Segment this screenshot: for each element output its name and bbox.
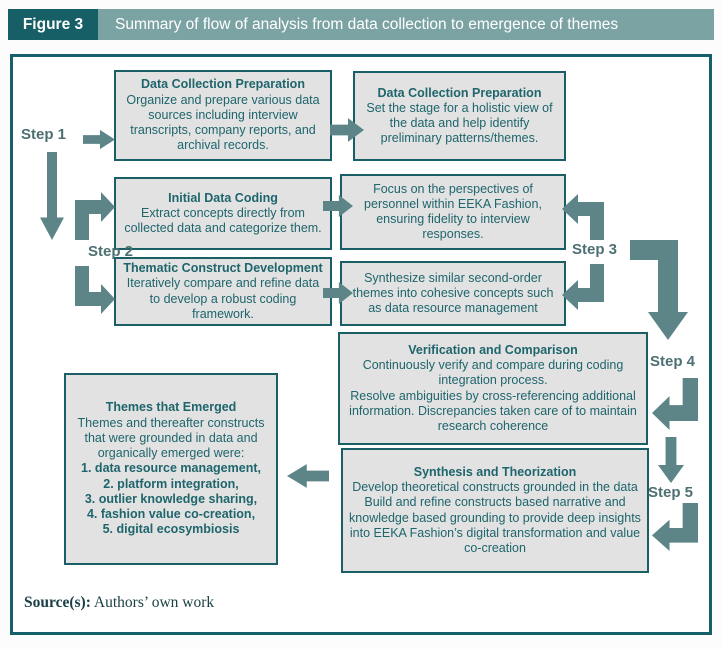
box-initial-data-coding xyxy=(114,177,332,250)
figure-title: Summary of flow of analysis from data collection to emergence of themes xyxy=(98,9,714,40)
box-data-collection-preparation-1 xyxy=(114,70,332,161)
box-body: Synthesize similar second-order themes into cohesive concepts such as data resource management xyxy=(352,270,554,316)
box-body: Themes and thereafter constructs that were grounded in data and organically emerged were: xyxy=(77,415,265,461)
source-line xyxy=(24,594,214,612)
box-body: Extract concepts directly from collected data and categorize them. xyxy=(124,205,322,236)
box-body: Continuously verify and compare during coding integration process. xyxy=(362,358,624,388)
box-focus-perspectives xyxy=(340,174,566,250)
box-synthesis-and-theorization xyxy=(341,448,649,573)
box-body: Focus on the perspectives of personnel within EEKA Fashion, ensuring fidelity to interview responses. xyxy=(364,181,542,242)
elbow-arrow-up-right-icon xyxy=(75,192,115,240)
box-body: Set the stage for a holistic view of the data and help identify preliminary patterns/themes. xyxy=(366,100,553,146)
arrow-down-icon xyxy=(658,437,684,483)
arrow-right-icon xyxy=(83,129,115,150)
box-synthesize-themes xyxy=(340,261,566,326)
box-title: Synthesis and Theorization xyxy=(413,464,577,479)
box-thematic-construct-development xyxy=(114,257,332,326)
arrow-right-icon xyxy=(323,194,353,218)
elbow-arrow-down-left-icon xyxy=(652,503,698,551)
box-title: Verification and Comparison xyxy=(408,342,578,357)
box-verification-and-comparison xyxy=(338,332,648,445)
source-label: Source(s): xyxy=(24,594,91,611)
step-1-label: Step 1 xyxy=(21,126,67,143)
elbow-arrow-down-left-icon xyxy=(562,264,604,310)
source-text: Authors’ own work xyxy=(93,594,215,611)
box-body: Develop theoretical constructs grounded in the data xyxy=(352,480,638,494)
box-title: Initial Data Coding xyxy=(168,190,278,205)
box-body: Iteratively compare and refine data to develop a robust coding framework. xyxy=(126,276,320,321)
box-body: Organize and prepare various data sources including interview transcripts, company reports, and archival records. xyxy=(126,92,320,153)
theme-item: 5. digital ecosymbiosis xyxy=(102,522,240,537)
elbow-arrow-right-down-icon xyxy=(630,240,694,340)
step-2-label: Step 2 xyxy=(88,243,134,260)
elbow-arrow-up-left-icon xyxy=(562,194,604,240)
elbow-arrow-down-right-icon xyxy=(75,266,115,314)
step-5-label: Step 5 xyxy=(648,484,694,501)
figure-header xyxy=(8,9,714,40)
step-3-label: Step 3 xyxy=(572,241,618,258)
figure-number-badge: Figure 3 xyxy=(8,9,98,40)
box-title: Themes that Emerged xyxy=(105,400,237,415)
box-title: Thematic Construct Development xyxy=(123,261,323,275)
theme-item: 3. outlier knowledge sharing, xyxy=(84,491,258,506)
theme-item: 4. fashion value co-creation, xyxy=(86,507,256,522)
box-title: Data Collection Preparation xyxy=(141,77,305,92)
arrow-left-icon xyxy=(287,463,329,489)
elbow-arrow-down-left-icon xyxy=(652,378,698,430)
arrow-right-icon xyxy=(330,117,364,143)
arrow-right-icon xyxy=(323,281,353,305)
theme-item: 2. platform integration, xyxy=(103,476,239,491)
step-4-label: Step 4 xyxy=(650,353,696,370)
box-body: Resolve ambiguities by cross-referencing additional information. Discrepancies taken care of to maintain research coherence xyxy=(349,388,637,433)
box-title: Data Collection Preparation xyxy=(377,85,542,100)
box-body: Build and refine constructs based narrative and knowledge based grounding to provide deep insights into EEKA Fashion’s digital transformation and value co-creation xyxy=(349,495,641,555)
box-themes-that-emerged xyxy=(64,373,278,565)
theme-item: 1. data resource management, xyxy=(81,461,261,476)
box-data-collection-preparation-2 xyxy=(353,71,566,161)
arrow-down-icon xyxy=(40,152,64,240)
